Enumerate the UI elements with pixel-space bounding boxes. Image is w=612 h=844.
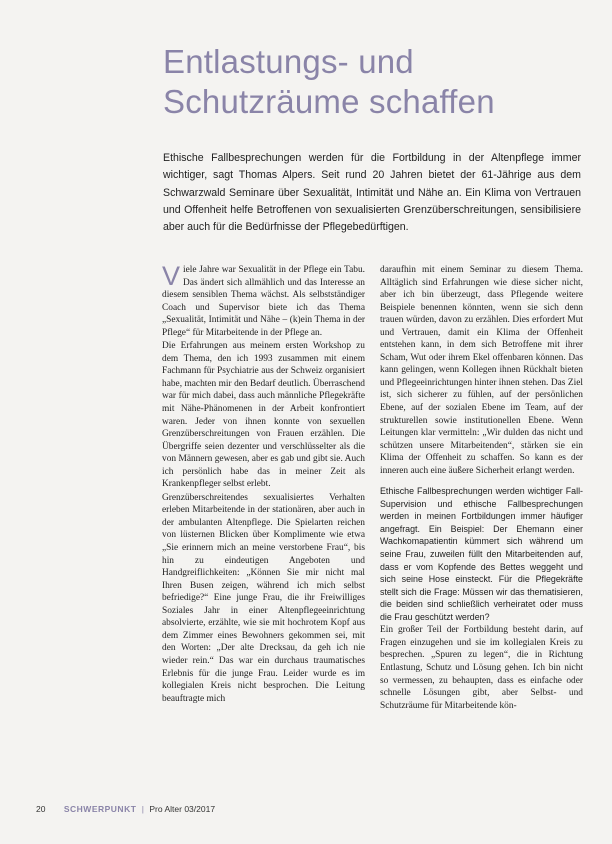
body-column-right <box>380 264 583 713</box>
footer-separator: | <box>141 804 144 814</box>
body-paragraph: Die Erfahrungen aus meinem ersten Workshop zu dem Thema, den ich 1993 zusammen mit einem Fachmann für Psychiatrie aus der Schweiz organisiert habe, machten mir den Bedarf deutlich. Überraschend war für mich dabei, dass auch männliche Pflegekräfte mit Nähe-Phänomenen in der Arbeit konfrontiert waren. Jeder von ihnen konnte von sexuellen Grenzüberschreitungen von Frauen erzählen. Die Übergriffe seien dezenter und verschlüsselter als die von Männern gewesen, aber es gab und gibt sie. Auch ich persönlich habe das in meiner Zeit als Krankenpfleger selbst erlebt. <box>162 341 365 490</box>
page-number: 20 <box>36 804 46 814</box>
body-paragraph: daraufhin mit einem Seminar zu diesem Thema. Alltäglich sind Erfahrungen wie diese sicher nicht, aber ich bin überzeugt, dass Pflegende weitere Beispiele benennen könnten, wenn sie sich denn trauen würden, davon zu erzählen. Dies erfordert Mut und Vertrauen, damit ein Klima der Offenheit entstehen kann, in dem sich Betroffene mit ihrer Scham, Wut oder ihrem Ekel offenbaren können. Das kann gelingen, wenn Kollegen ihnen Rückhalt bieten und Pflegeeinrichtungen hinter ihnen stehen. Das Ziel ist, sich sicherer zu fühlen, auf der persönlichen Ebene, auf der sozialen Ebene im Team, auf der strukturellen sowie institutionellen Ebene. Wenn Leitungen klar vermitteln: „Wir dulden das nicht und schützen unsere Mitarbeitenden“, stärken sie ein Klima der Offenheit zu schaffen. So kann es der inneren auch eine äußere Sicherheit erlangt werden. <box>380 265 583 476</box>
section-name: SCHWERPUNKT <box>63 804 137 814</box>
body-paragraph <box>162 261 365 339</box>
body-paragraph: Ein großer Teil der Fortbildung besteht darin, auf Fragen einzugehen und sie im kollegialen Kreis zu besprechen. „Spuren zu legen“, die in Richtung Entlastung, Schutz und Lösung gehen. Ich bin nicht so vermessen, zu behaupten, dass es einfache oder schnelle Lösungen gibt, aber Selbst- und Schutzräume für Mitarbeitende kön- <box>380 625 583 711</box>
drop-cap: V <box>162 261 181 291</box>
body-paragraph: Grenzüberschreitendes sexualisiertes Verhalten erleben Mitarbeitende in der stationären, aber auch in der ambulanten Altenpflege. Die Spielarten reichen von lüsternen Blicken über Komplimente wie etwa „Sie erinnern mich an meine verstorbene Frau“, bis hin zu eindeutigen Angeboten und Handgreiflichkeiten: „Können Sie mir nicht mal Ihren Busen zeigen, während ich mich selbst befriedige?“ Eine junge Frau, die ihr Freiwilliges Soziales Jahr in einer Altenpflegeeinrichtung absolvierte, erzählte, wie sie mit hochrotem Kopf aus dem Zimmer eines Bewohners gekommen sei, mit den Worten: „Der alte Drecksau, da geh ich nie wieder rein.“ Das war ein durchaus traumatisches Erlebnis für die junge Frau. Leider wurde es im kollegialen Kreis nicht besprochen. Die Leitung beauftragte mich <box>162 492 365 704</box>
article-title <box>163 42 583 122</box>
article-title-line-2: Schutzräume schaffen <box>163 83 495 120</box>
publication-info: Pro Alter 03/2017 <box>149 804 216 814</box>
page-footer <box>36 804 215 814</box>
body-paragraph-subhead: Ethische Fallbesprechungen werden wichtiger Fall-Supervision und ethische Fallbesprechungen werden in meinen Fortbildungen immer häufiger angefragt. Ein Beispiel: Der Ehemann einer Wachkomapatientin kümmert sich während um seine Frau, zuweilen füllt den Mitarbeitenden auf, dass er vom Kopfende des Bettes weggeht und sich seine Hose einsteckt. Für die Pflegekräfte stellt sich die Frage: Müssen wir das thematisieren, die beiden sind schließlich verheiratet oder muss die Frau geschützt werden? <box>380 486 583 622</box>
body-column-left <box>162 261 365 706</box>
paragraph-text: iele Jahre war Sexualität in der Pflege ein Tabu. Das ändert sich allmählich und das Interesse an diesem sensiblen Thema wächst. Als selbstständiger Coach und Supervisor biete ich das Thema „Sexualität, Intimität und Nähe – (k)ein Thema in der Pflege“ für Mitarbeitende in der Pflege an. <box>162 265 365 338</box>
article-title-line-1: Entlastungs- und <box>163 43 414 80</box>
article-lead: Ethische Fallbesprechungen werden für die Fortbildung in der Altenpflege immer wichtiger, sagt Thomas Alpers. Seit rund 20 Jahren bietet der 61-Jährige aus dem Schwarzwald Seminare über Sexualität, Intimität und Nähe an. Ein Klima von Vertrauen und Offenheit helfe Betroffenen von sexualisierten Grenzüberschreitungen, sensibilisiere aber auch für die Bedürfnisse der Pflegebedürftigen. <box>163 152 581 234</box>
